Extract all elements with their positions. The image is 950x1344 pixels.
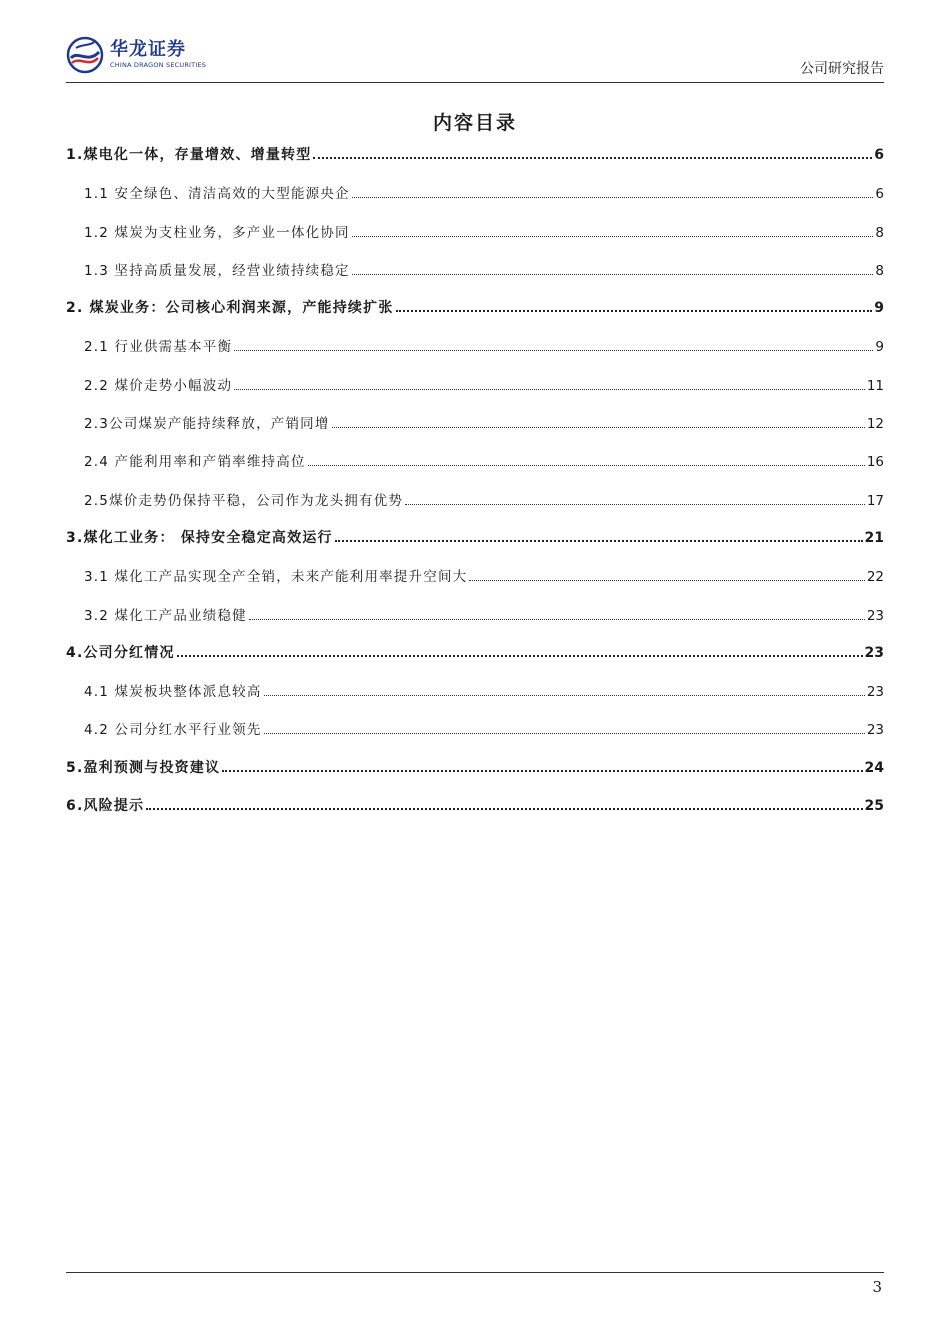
toc-section-entry[interactable] xyxy=(66,527,884,565)
toc-title: 内容目录 xyxy=(432,112,517,134)
table-of-contents xyxy=(66,144,884,833)
toc-entry-page: 8 xyxy=(875,224,884,241)
toc-entry-page: 23 xyxy=(866,722,884,739)
toc-entry-page: 17 xyxy=(866,492,884,509)
logo-english-name: CHINA DRAGON SECURITIES xyxy=(110,61,207,70)
toc-entry-page: 12 xyxy=(866,416,884,433)
report-type-label: 公司研究报告 xyxy=(800,61,884,77)
toc-subsection-entry[interactable] xyxy=(66,182,884,220)
toc-subsection-entry[interactable] xyxy=(66,718,884,756)
toc-leader-dots xyxy=(352,236,874,237)
toc-entry-label: 4.公司分红情况 xyxy=(66,644,175,661)
toc-entry-label: 1.1 安全绿色、清洁高效的大型能源央企 xyxy=(84,186,350,203)
toc-leader-dots xyxy=(177,655,863,657)
toc-subsection-entry[interactable] xyxy=(66,565,884,603)
toc-entry-page: 8 xyxy=(875,262,884,279)
toc-entry-label: 2. 煤炭业务：公司核心利润来源，产能持续扩张 xyxy=(66,300,394,317)
toc-leader-dots xyxy=(335,540,863,542)
toc-subsection-entry[interactable] xyxy=(66,374,884,412)
toc-subsection-entry[interactable] xyxy=(66,335,884,373)
toc-entry-label: 2.3公司煤炭产能持续释放，产销同增 xyxy=(84,416,330,433)
toc-section-entry[interactable] xyxy=(66,757,884,795)
toc-entry-page: 9 xyxy=(875,339,884,356)
toc-subsection-entry[interactable] xyxy=(66,412,884,450)
toc-entry-label: 2.4 产能利用率和产销率维持高位 xyxy=(84,454,306,471)
toc-leader-dots xyxy=(313,157,872,159)
toc-entry-label: 6.风险提示 xyxy=(66,798,145,815)
toc-entry-label: 2.1 行业供需基本平衡 xyxy=(84,339,233,356)
toc-entry-label: 4.1 煤炭板块整体派息较高 xyxy=(84,684,262,701)
dragon-logo-icon xyxy=(66,36,104,74)
toc-leader-dots xyxy=(469,580,864,581)
toc-section-entry[interactable] xyxy=(66,642,884,680)
toc-section-entry[interactable] xyxy=(66,297,884,335)
toc-section-entry[interactable] xyxy=(66,144,884,182)
toc-entry-label: 3.1 煤化工产品实现全产全销，未来产能利用率提升空间大 xyxy=(84,569,468,586)
toc-leader-dots xyxy=(234,389,865,390)
toc-leader-dots xyxy=(222,770,862,772)
toc-section-entry[interactable] xyxy=(66,795,884,833)
toc-leader-dots xyxy=(308,465,865,466)
toc-entry-page: 22 xyxy=(866,569,884,586)
toc-leader-dots xyxy=(352,274,874,275)
toc-leader-dots xyxy=(146,808,862,810)
page-header xyxy=(66,36,884,82)
company-logo xyxy=(66,36,206,74)
toc-subsection-entry[interactable] xyxy=(66,680,884,718)
toc-subsection-entry[interactable] xyxy=(66,604,884,642)
footer-divider xyxy=(66,1272,884,1273)
toc-leader-dots xyxy=(396,310,873,312)
toc-entry-page: 23 xyxy=(866,607,884,624)
toc-entry-page: 24 xyxy=(864,759,884,776)
toc-entry-label: 1.3 坚持高质量发展，经营业绩持续稳定 xyxy=(84,262,350,279)
toc-entry-page: 9 xyxy=(874,300,884,317)
toc-entry-label: 3.煤化工业务： 保持安全稳定高效运行 xyxy=(66,529,333,546)
toc-leader-dots xyxy=(234,350,873,351)
toc-leader-dots xyxy=(264,695,865,696)
toc-leader-dots xyxy=(332,427,865,428)
page-number: 3 xyxy=(872,1278,882,1296)
toc-entry-label: 3.2 煤化工产品业绩稳健 xyxy=(84,607,247,624)
header-divider xyxy=(66,82,884,83)
toc-entry-page: 6 xyxy=(874,147,884,163)
toc-entry-page: 23 xyxy=(866,684,884,701)
toc-entry-label: 5.盈利预测与投资建议 xyxy=(66,759,221,776)
toc-entry-label: 2.5煤价走势仍保持平稳，公司作为龙头拥有优势 xyxy=(84,492,404,509)
toc-leader-dots xyxy=(249,619,865,620)
toc-leader-dots xyxy=(405,504,865,505)
toc-subsection-entry[interactable] xyxy=(66,259,884,297)
toc-entry-page: 25 xyxy=(864,798,884,815)
toc-entry-page: 21 xyxy=(864,529,884,546)
toc-leader-dots xyxy=(352,197,874,198)
toc-leader-dots xyxy=(264,733,865,734)
logo-chinese-name: 华龙证券 xyxy=(110,39,186,61)
toc-subsection-entry[interactable] xyxy=(66,450,884,488)
toc-entry-page: 11 xyxy=(866,377,884,394)
toc-entry-label: 2.2 煤价走势小幅波动 xyxy=(84,377,233,394)
toc-entry-page: 16 xyxy=(866,454,884,471)
toc-entry-label: 1.煤电化一体，存量增效、增量转型 xyxy=(66,147,312,163)
toc-subsection-entry[interactable] xyxy=(66,489,884,527)
toc-subsection-entry[interactable] xyxy=(66,221,884,259)
toc-entry-label: 1.2 煤炭为支柱业务，多产业一体化协同 xyxy=(84,224,350,241)
toc-entry-label: 4.2 公司分红水平行业领先 xyxy=(84,722,262,739)
toc-entry-page: 6 xyxy=(875,186,884,203)
toc-entry-page: 23 xyxy=(864,644,884,661)
